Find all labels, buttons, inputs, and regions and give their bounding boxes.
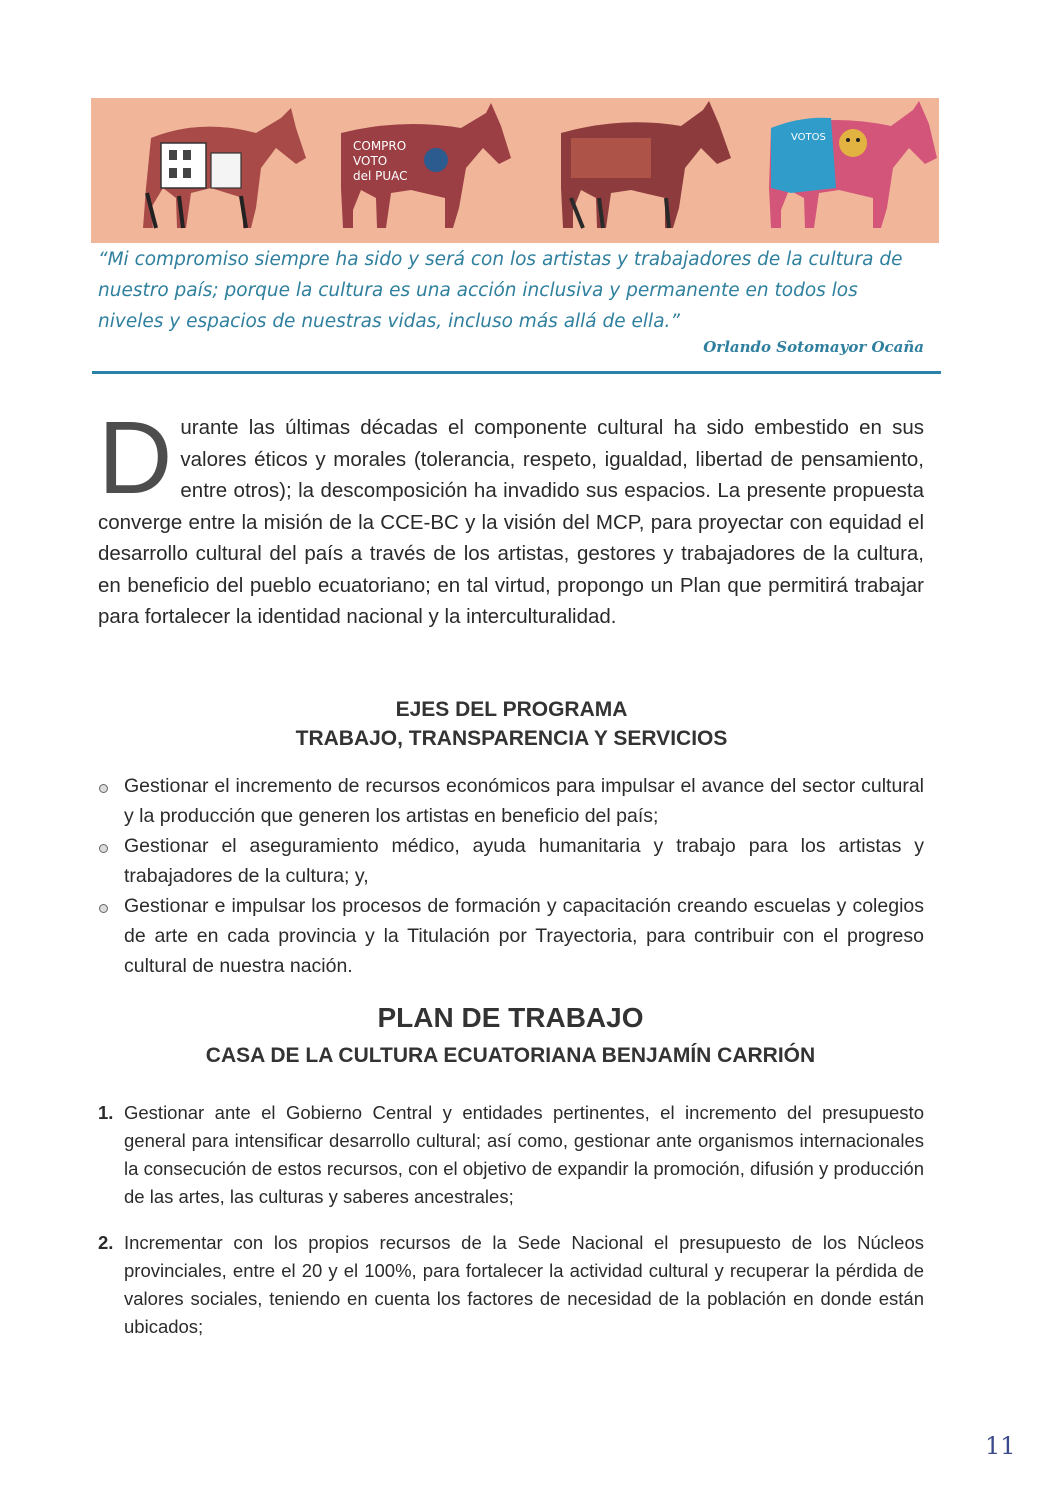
list-item xyxy=(98,1099,924,1211)
bullet-icon xyxy=(99,904,108,913)
intro-paragraph xyxy=(98,400,924,633)
ejes-subheading: TRABAJO, TRANSPARENCIA Y SERVICIOS xyxy=(295,727,728,750)
list-item-text: Gestionar ante el Gobierno Central y entidades pertinentes, el incremento del presupuesto general para intensificar desarrollo cultural; así como, gestionar ante organismos internacionales la consecución de estos recursos, con el objetivo de expandir la promoción, difusión y producción de las artes, las culturas y saberes ancestrales; xyxy=(124,1102,924,1207)
list-item xyxy=(98,1229,924,1341)
list-item-text: Gestionar el aseguramiento médico, ayuda humanitaria y trabajo para los artistas y trabajadores de la cultura; y, xyxy=(124,835,924,887)
quote-text: “Mi compromiso siempre ha sido y será con los artistas y trabajadores de la cultura de nuestro país; porque la cultura es una acción inclusiva y permanente en todos los niveles y espacios de nuestras vidas, incluso más allá de ella.” xyxy=(98,249,903,332)
plan-subheading: CASA DE LA CULTURA ECUATORIANA BENJAMÍN CARRIÓN xyxy=(205,1044,816,1067)
list-item-text: Gestionar el incremento de recursos económicos para impulsar el avance del sector cultural y la producción que generen los artistas en beneficio del país; xyxy=(124,775,924,827)
ejes-list xyxy=(98,771,924,981)
drop-cap: D xyxy=(98,400,173,515)
header-illustration xyxy=(91,98,939,243)
list-item-text: Incrementar con los propios recursos de la Sede Nacional el presupuesto de los Núcleos provinciales, entre el 20 y el 100%, para fortalecer la actividad cultural y recuperar la pérdida de valores sociales, teniendo en cuenta los factores de necesidad de la población en donde están ubicados; xyxy=(124,1232,924,1337)
plan-list xyxy=(98,1099,924,1359)
intro-text: urante las últimas décadas el componente cultural ha sido embestido en sus valores éticos y morales (tolerancia, respeto, igualdad, libertad de pensamiento, entre otros); la descomposición ha invadido sus espacios. La presente propuesta converge entre la misión de la CCE-BC y la visión del MCP, para proyectar con equidad el desarrollo cultural del país a través de los artistas, gestores y trabajadores de la cultura, en beneficio del pueblo ecuatoriano; en tal virtud, propongo un Plan que permitirá trabajar para fortalecer la identidad nacional y la interculturalidad. xyxy=(98,416,924,628)
plan-heading: PLAN DE TRABAJO xyxy=(377,1002,644,1033)
svg-text:VOTOS: VOTOS xyxy=(791,132,826,143)
list-item-text: Gestionar e impulsar los procesos de formación y capacitación creando escuelas y colegios de arte en cada provincia y la Titulación por Trayectoria, para contribuir con el progreso cultural de nuestra nación. xyxy=(124,895,924,977)
list-item xyxy=(98,831,924,891)
quote-author: Orlando Sotomayor Ocaña xyxy=(703,338,924,356)
bullet-icon xyxy=(99,784,108,793)
svg-text:VOTO: VOTO xyxy=(353,154,388,168)
page-number: 11 xyxy=(985,1432,1016,1460)
donkeys-painting-image xyxy=(91,98,939,243)
svg-text:del PUAC: del PUAC xyxy=(353,169,408,183)
list-item xyxy=(98,891,924,981)
svg-text:COMPRO: COMPRO xyxy=(353,139,407,153)
list-item xyxy=(98,771,924,831)
divider-line xyxy=(92,371,941,374)
ejes-heading: EJES DEL PROGRAMA xyxy=(395,698,628,721)
item-number: 1. xyxy=(98,1102,114,1123)
item-number: 2. xyxy=(98,1232,114,1253)
bullet-icon xyxy=(99,844,108,853)
